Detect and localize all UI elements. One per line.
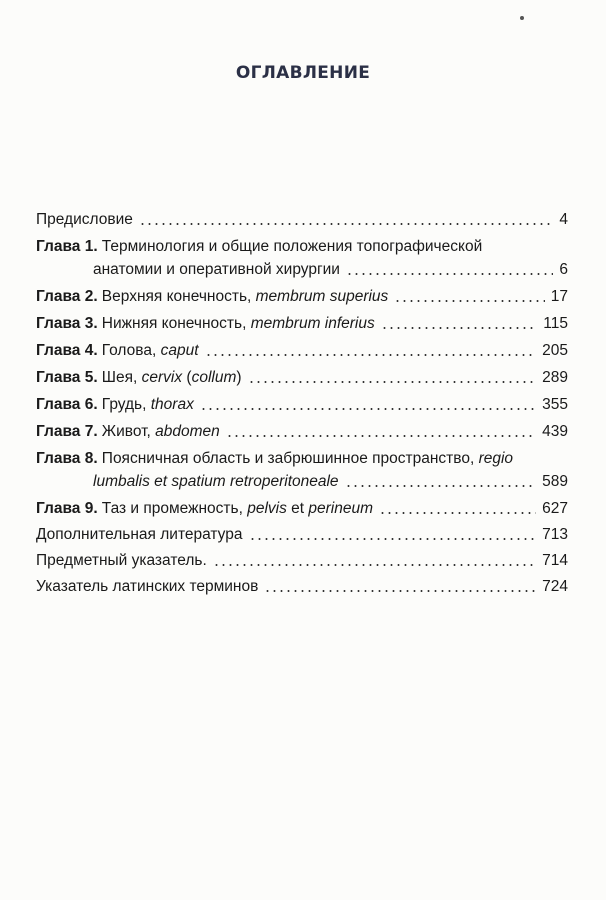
toc-entry-chapter-4[interactable] xyxy=(36,339,568,362)
page-number: 355 xyxy=(542,396,568,413)
latin-term: pelvis xyxy=(247,500,287,517)
page-number: 289 xyxy=(542,369,568,386)
entry-title: Шея, xyxy=(101,369,142,386)
entry-title-continued: анатомии и оперативной хирургии xyxy=(93,261,340,278)
latin-term: caput xyxy=(160,342,199,359)
chapter-label: Глава 5. xyxy=(36,369,98,386)
page-number: 714 xyxy=(542,552,568,569)
conjunction: et xyxy=(286,500,309,517)
chapter-label: Глава 2. xyxy=(36,288,98,305)
entry-title: Верхняя конечность, xyxy=(101,288,256,305)
leader-dots xyxy=(213,563,536,567)
page-number: 17 xyxy=(550,288,568,305)
leader-dots xyxy=(139,222,554,226)
latin-term: thorax xyxy=(150,396,194,413)
leader-dots xyxy=(346,272,553,276)
chapter-label: Глава 8. xyxy=(36,450,98,467)
toc-entry-chapter-6[interactable] xyxy=(36,393,568,416)
leader-dots xyxy=(248,380,537,384)
latin-term: regio xyxy=(478,450,514,467)
chapter-label: Глава 6. xyxy=(36,396,98,413)
toc-entry-chapter-8[interactable] xyxy=(36,447,568,493)
toc-entry-latin-index[interactable] xyxy=(36,576,568,598)
page-number: 589 xyxy=(542,473,568,490)
table-of-contents xyxy=(36,209,568,598)
page-number: 627 xyxy=(542,500,568,517)
page-number: 6 xyxy=(559,261,568,278)
page-number: 205 xyxy=(542,342,568,359)
leader-dots xyxy=(381,326,538,330)
leader-dots xyxy=(205,353,537,357)
latin-term: cervix xyxy=(141,369,183,386)
latin-term-alt: collum xyxy=(191,369,237,386)
latin-term-continued: lumbalis et spatium retroperitoneale xyxy=(93,473,339,490)
print-mark xyxy=(520,16,524,20)
entry-title: Таз и промежность, xyxy=(101,500,248,517)
page-number: 115 xyxy=(543,315,568,332)
leader-dots xyxy=(226,434,536,438)
chapter-label: Глава 9. xyxy=(36,500,98,517)
toc-entry-chapter-3[interactable] xyxy=(36,312,568,335)
entry-title: Предисловие xyxy=(36,211,133,228)
toc-entry-chapter-9[interactable] xyxy=(36,497,568,520)
leader-dots xyxy=(345,484,537,488)
chapter-label: Глава 7. xyxy=(36,423,98,440)
page-number: 724 xyxy=(542,578,568,595)
entry-title: Предметный указатель. xyxy=(36,552,207,569)
toc-entry-chapter-2[interactable] xyxy=(36,285,568,308)
toc-entry-literature[interactable] xyxy=(36,524,568,546)
leader-dots xyxy=(394,299,544,303)
entry-title: Поясничная область и забрюшинное пространство, xyxy=(101,450,479,467)
entry-title: Дополнительная литература xyxy=(36,526,243,543)
toc-entry-preface[interactable] xyxy=(36,209,568,231)
entry-title: Живот, xyxy=(101,423,156,440)
toc-entry-chapter-7[interactable] xyxy=(36,420,568,443)
page-number: 713 xyxy=(542,526,568,543)
toc-entry-chapter-5[interactable] xyxy=(36,366,568,389)
entry-title: Терминология и общие положения топографической xyxy=(101,238,483,255)
toc-entry-subject-index[interactable] xyxy=(36,550,568,572)
paren-close: ) xyxy=(236,369,242,386)
page-title: ОГЛАВЛЕНИЕ xyxy=(235,63,371,83)
latin-term-alt: perineum xyxy=(308,500,374,517)
latin-term: membrum superius xyxy=(255,288,389,305)
leader-dots xyxy=(249,537,537,541)
page-number: 4 xyxy=(559,211,568,228)
leader-dots xyxy=(379,511,536,515)
leader-dots xyxy=(264,589,536,593)
latin-term: membrum inferius xyxy=(250,315,375,332)
entry-title: Нижняя конечность, xyxy=(101,315,251,332)
leader-dots xyxy=(200,407,536,411)
chapter-label: Глава 1. xyxy=(36,238,98,255)
chapter-label: Глава 4. xyxy=(36,342,98,359)
entry-title: Грудь, xyxy=(101,396,151,413)
latin-term: abdomen xyxy=(155,423,220,440)
chapter-label: Глава 3. xyxy=(36,315,98,332)
toc-entry-chapter-1[interactable] xyxy=(36,235,568,281)
paren-open: ( xyxy=(182,369,192,386)
page-number: 439 xyxy=(542,423,568,440)
entry-title: Указатель латинских терминов xyxy=(36,578,259,595)
entry-title: Голова, xyxy=(101,342,161,359)
